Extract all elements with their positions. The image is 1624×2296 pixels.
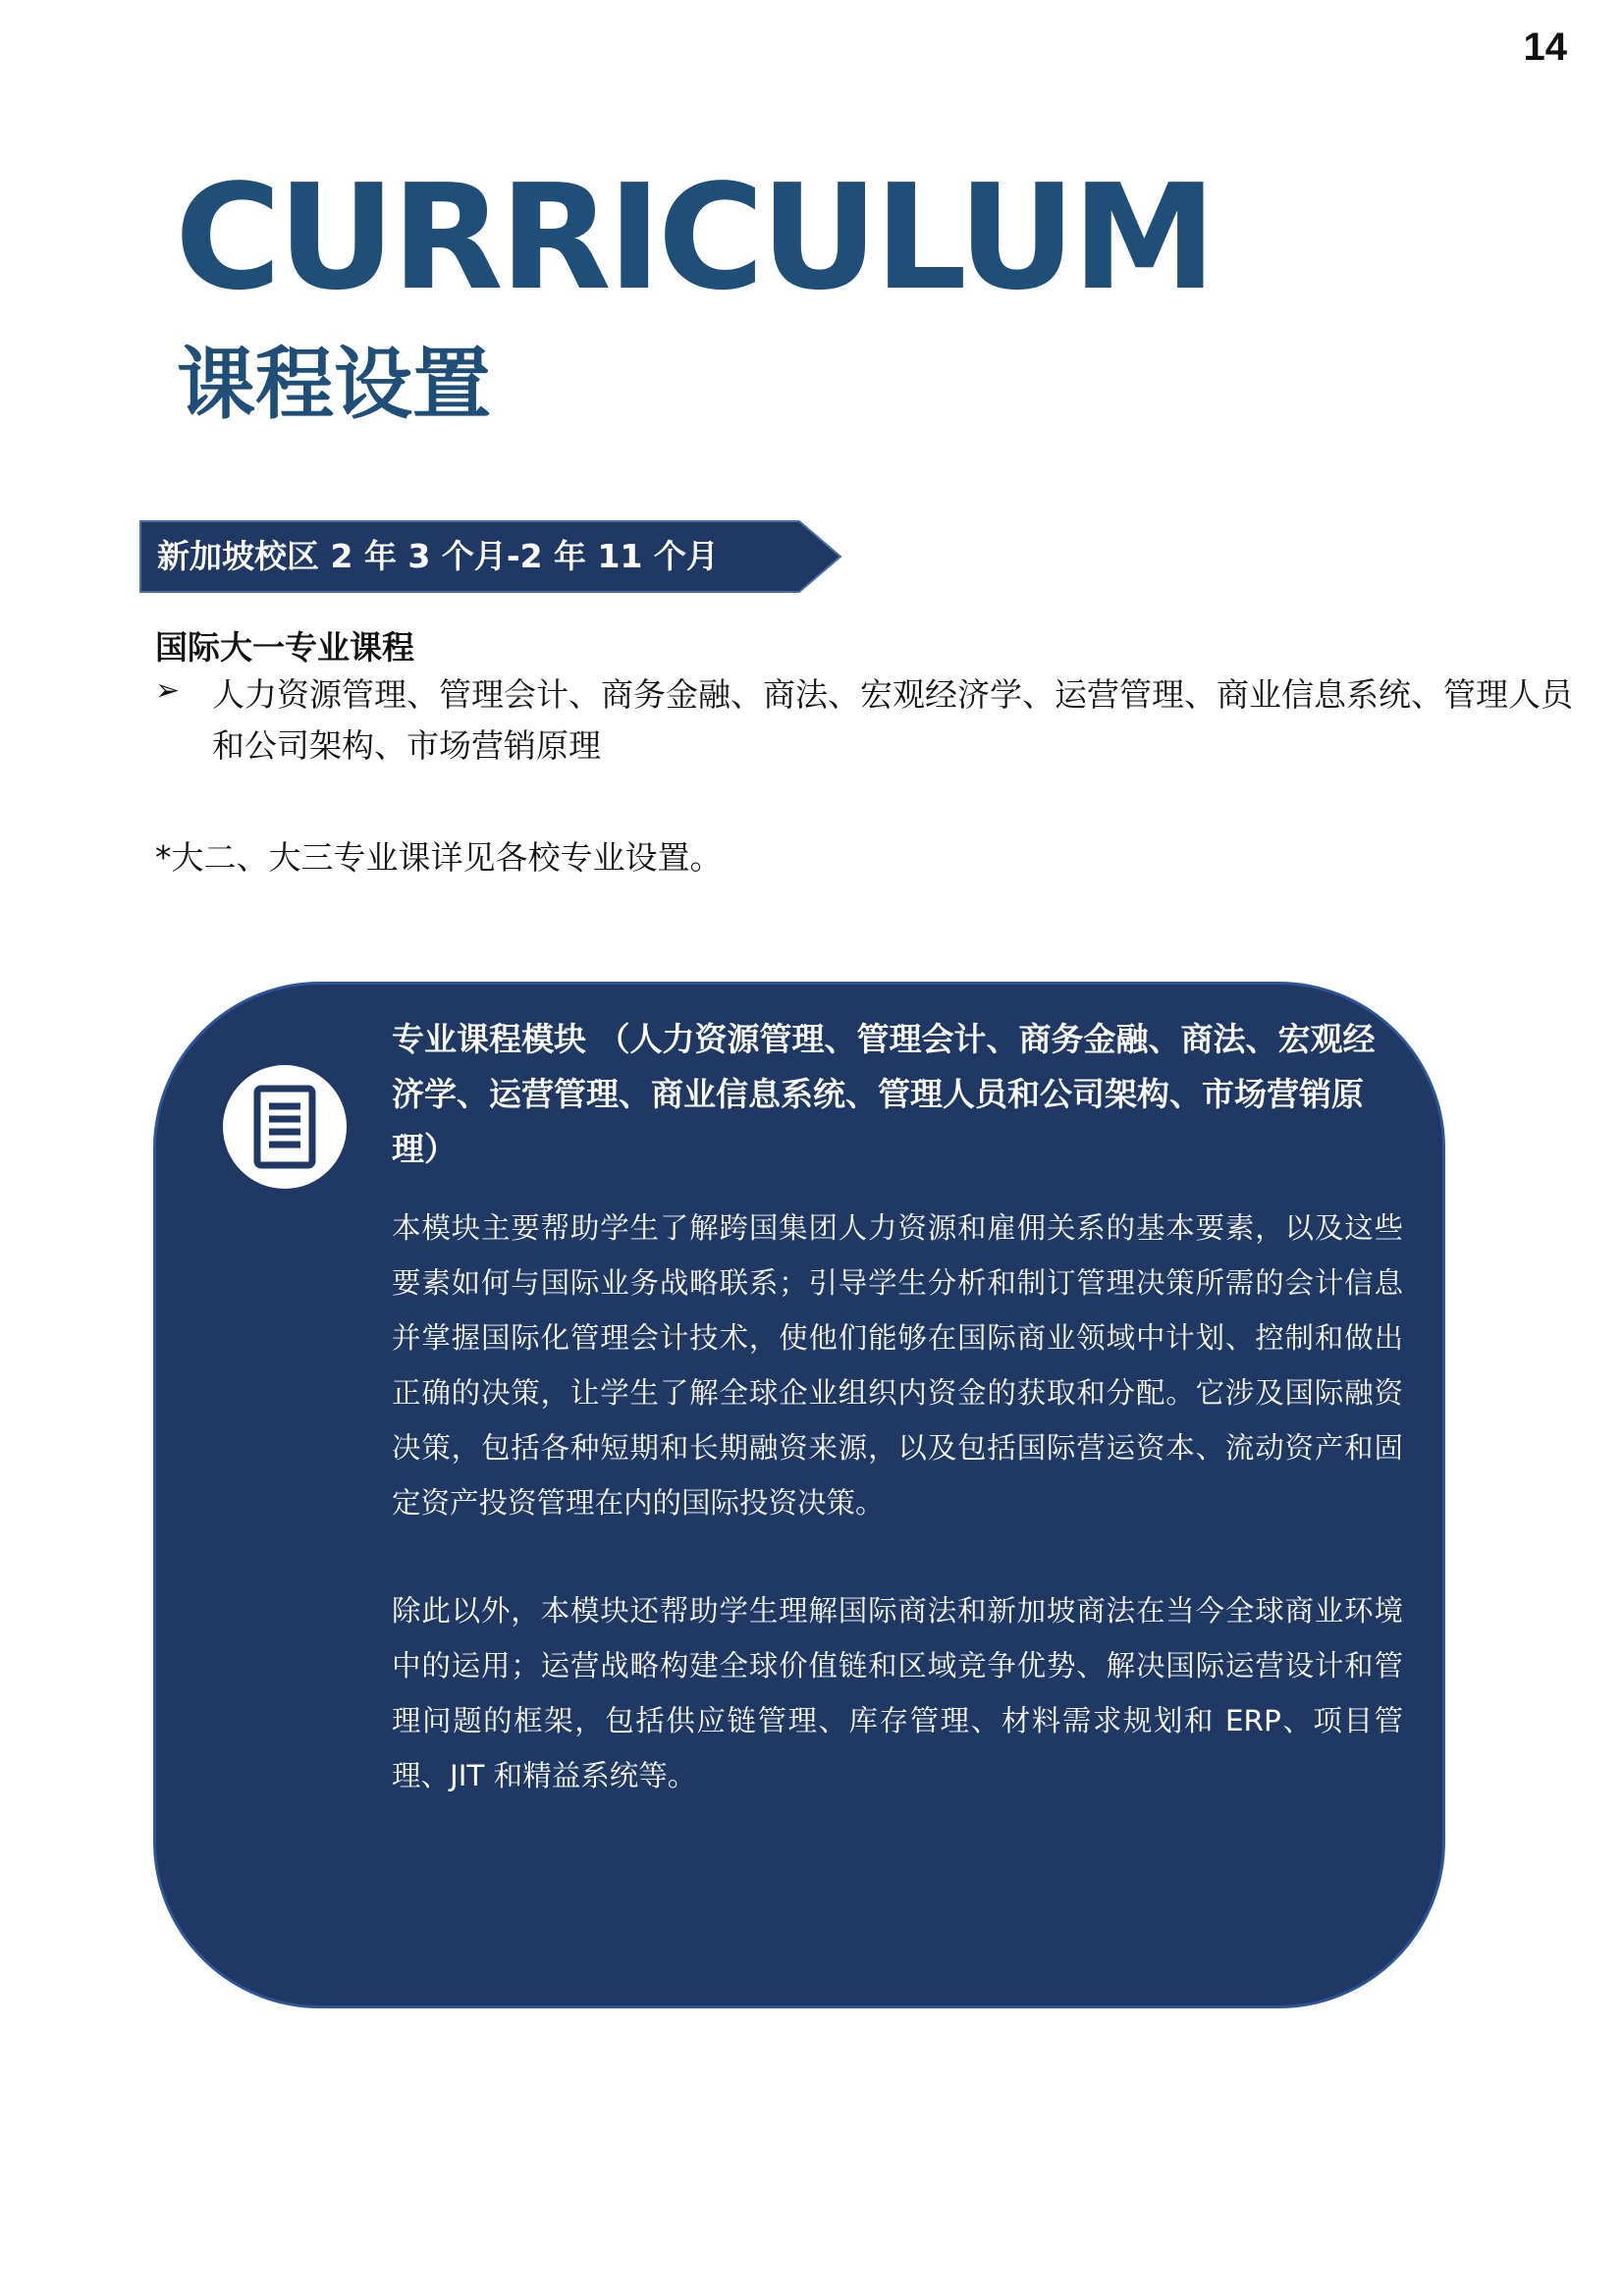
module-title: 专业课程模块 （人力资源管理、管理会计、商务金融、商法、宏观经济学、运营管理、商业信息系统、管理人员和公司架构、市场营销原理） (392, 1020, 1376, 1168)
footnote: *大二、大三专业课详见各校专业设置。 (155, 838, 723, 877)
page-number: 14 (1523, 26, 1567, 69)
module-paragraph-1: 本模块主要帮助学生了解跨国集团人力资源和雇佣关系的基本要素，以及这些要素如何与国际业务战略联系；引导学生分析和制订管理决策所需的会计信息并掌握国际化管理会计技术，使他们能够在国际商业领域中计划、控制和做出正确的决策，让学生了解全球企业组织内资金的获取和分配。它涉及国际融资决策，包括各种短期和长期融资来源，以及包括国际营运资本、流动资产和固定资产投资管理在内的国际投资决策。 (392, 1211, 1403, 1520)
first-year-heading: 国际大一专业课程 (155, 628, 414, 667)
campus-banner (139, 520, 842, 593)
module-paragraph-2: 除此以外，本模块还帮助学生理解国际商法和新加坡商法在当今全球商业环境中的运用；运营战略构建全球价值链和区域竞争优势、解决国际运营设计和管理问题的框架，包括供应链管理、库存管理、材料需求规划和 ERP、项目管理、JIT 和精益系统等。 (392, 1594, 1403, 1792)
module-card (153, 982, 1445, 2008)
arrow-bullet-icon: ➢ (155, 673, 181, 708)
page-subtitle: 课程设置 (177, 339, 491, 430)
first-year-course-item: 人力资源管理、管理会计、商务金融、商法、宏观经济学、运营管理、商业信息系统、管理人员和公司架构、市场营销原理 (212, 675, 1573, 765)
page-title: CURRICULUM (175, 153, 1214, 322)
campus-banner-label: 新加坡校区 2 年 3 个月-2 年 11 个月 (157, 537, 719, 575)
document-icon (221, 1063, 349, 1191)
